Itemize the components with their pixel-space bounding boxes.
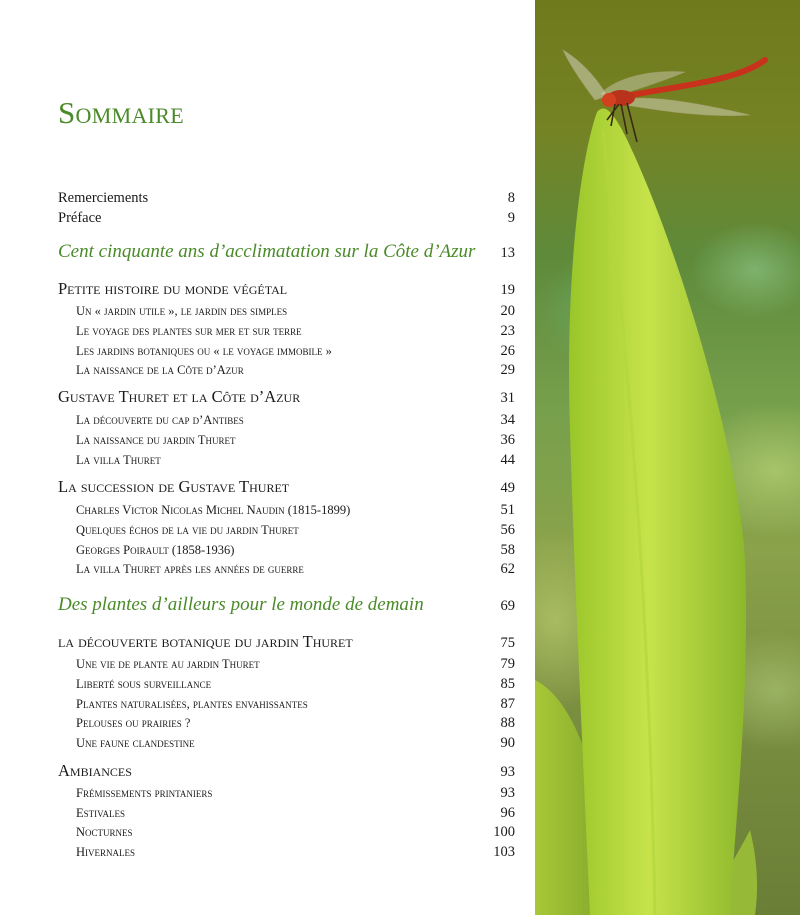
toc-entry-page: 51 [500, 502, 515, 518]
toc-entry-label: Un « jardin utile », le jardin des simples [76, 304, 288, 318]
toc-entry-page: 44 [500, 452, 515, 468]
toc-entry-page: 19 [500, 282, 515, 298]
toc-section-entry[interactable] [58, 542, 515, 559]
toc-entry-label: La naissance de la Côte d’Azur [76, 363, 244, 377]
toc-entry-page: 93 [500, 785, 515, 801]
photo-illustration [535, 0, 800, 915]
toc-entry-label: Pelouses ou prairies ? [76, 716, 191, 730]
toc-section-entry[interactable] [58, 432, 515, 449]
toc-entry-label: Charles Victor Nicolas Michel Naudin (1815-1899) [76, 503, 351, 517]
toc-entry-page: 93 [500, 764, 515, 780]
toc-section-entry[interactable] [58, 303, 515, 320]
toc-entry-page: 34 [500, 412, 515, 428]
toc-chapter-heading[interactable] [58, 632, 515, 652]
leaf-shape [569, 109, 746, 915]
toc-entry-page: 29 [500, 362, 515, 378]
toc-section-entry[interactable] [58, 676, 515, 693]
toc-entry-label: Préface [58, 210, 102, 226]
toc-entry-label: la découverte botanique du jardin Thuret [58, 632, 353, 651]
toc-section-entry[interactable] [58, 502, 515, 519]
toc-section-entry[interactable] [58, 522, 515, 539]
toc-entry-label: La villa Thuret après les années de guerre [76, 562, 304, 576]
toc-entry-remerciements[interactable] [58, 190, 515, 207]
dragonfly-on-leaf-photo [535, 0, 800, 915]
toc-entry-label: Petite histoire du monde végétal [58, 279, 288, 298]
toc-section-entry[interactable] [58, 343, 515, 360]
toc-section-entry[interactable] [58, 844, 515, 861]
toc-entry-page: 26 [500, 343, 515, 359]
toc-part-heading[interactable] [58, 594, 515, 616]
toc-entry-page: 9 [507, 210, 515, 226]
toc-chapter-heading[interactable] [58, 387, 515, 407]
toc-entry-page: 96 [500, 805, 515, 821]
toc-entry-page: 100 [493, 824, 515, 840]
toc-section-entry[interactable] [58, 656, 515, 673]
toc-entry-label: La naissance du jardin Thuret [76, 433, 236, 447]
toc-entry-page: 31 [500, 390, 515, 406]
toc-section-entry[interactable] [58, 323, 515, 340]
toc-entry-page: 90 [500, 735, 515, 751]
toc-entry-page: 20 [500, 303, 515, 319]
toc-entry-label: Une vie de plante au jardin Thuret [76, 657, 260, 671]
toc-section-entry[interactable] [58, 715, 515, 732]
toc-entry-page: 8 [507, 190, 515, 206]
toc-entry-page: 75 [500, 635, 515, 651]
toc-entry-label: Nocturnes [76, 825, 133, 839]
toc-section-entry[interactable] [58, 824, 515, 841]
toc-part-heading[interactable] [58, 241, 515, 263]
toc-section-entry[interactable] [58, 561, 515, 578]
toc-entry-label: Frémissements printaniers [76, 786, 213, 800]
toc-entry-label: Quelques échos de la vie du jardin Thuret [76, 523, 299, 537]
toc-entry-label: Estivales [76, 806, 125, 820]
toc-entry-label: Remerciements [58, 190, 149, 206]
toc-entry-page: 36 [500, 432, 515, 448]
toc-chapter-heading[interactable] [58, 477, 515, 497]
toc-entry-page: 49 [500, 480, 515, 496]
toc-entry-label: Ambiances [58, 761, 132, 780]
toc-section-entry[interactable] [58, 412, 515, 429]
toc-entry-page: 62 [500, 561, 515, 577]
toc-entry-preface[interactable] [58, 210, 515, 227]
toc-entry-label: Gustave Thuret et la Côte d’Azur [58, 387, 301, 406]
toc-entry-page: 23 [500, 323, 515, 339]
toc-section-entry[interactable] [58, 785, 515, 802]
toc-entry-page: 87 [500, 696, 515, 712]
toc-chapter-heading[interactable] [58, 761, 515, 781]
toc-section-entry[interactable] [58, 452, 515, 469]
toc-entry-page: 85 [500, 676, 515, 692]
toc-entry-label: Une faune clandestine [76, 736, 195, 750]
toc-entry-label: Hivernales [76, 845, 136, 859]
toc-section-entry[interactable] [58, 735, 515, 752]
toc-section-entry[interactable] [58, 696, 515, 713]
toc-entry-label: Des plantes d’ailleurs pour le monde de demain [58, 594, 424, 615]
toc-entry-page: 56 [500, 522, 515, 538]
toc-chapter-heading[interactable] [58, 279, 515, 299]
toc-entry-label: Plantes naturalisées, plantes envahissantes [76, 697, 308, 711]
toc-section-entry[interactable] [58, 362, 515, 379]
toc-entry-page: 79 [500, 656, 515, 672]
toc-entry-label: Le voyage des plantes sur mer et sur terre [76, 324, 302, 338]
toc-entry-page: 88 [500, 715, 515, 731]
toc-entry-label: Cent cinquante ans d’acclimatation sur la Côte d’Azur [58, 241, 476, 262]
toc-entry-label: La découverte du cap d’Antibes [76, 413, 244, 427]
toc-entry-page: 103 [493, 844, 515, 860]
toc-entry-label: La succession de Gustave Thuret [58, 477, 290, 496]
toc-entry-label: La villa Thuret [76, 453, 161, 467]
toc-section-entry[interactable] [58, 805, 515, 822]
toc-entry-page: 13 [500, 245, 515, 261]
page-title: Sommaire [58, 95, 184, 130]
toc-entry-page: 58 [500, 542, 515, 558]
toc-entry-page: 69 [500, 598, 515, 614]
toc-entry-label: Les jardins botaniques ou « le voyage immobile » [76, 344, 332, 358]
toc-entry-label: Liberté sous surveillance [76, 677, 212, 691]
toc-entry-label: Georges Poirault (1858-1936) [76, 543, 235, 557]
